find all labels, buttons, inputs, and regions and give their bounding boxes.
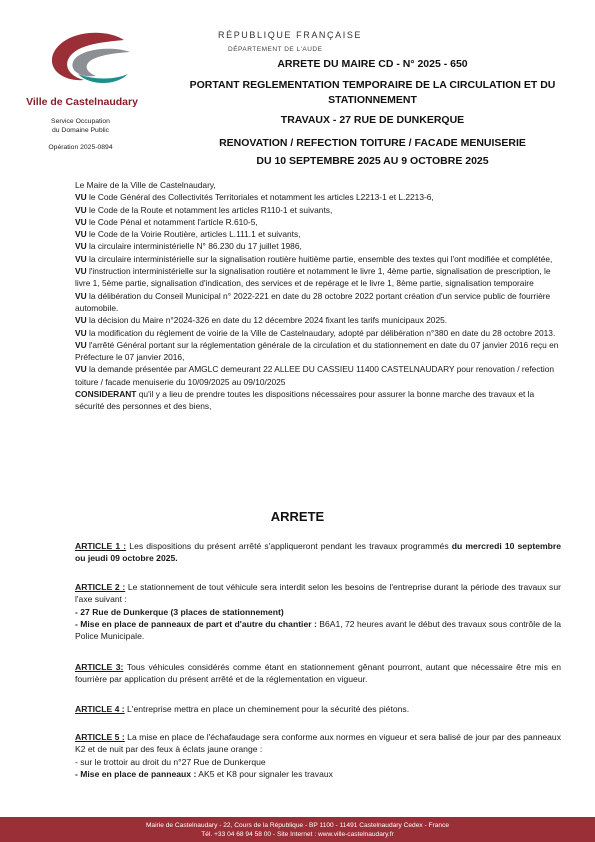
article-label: ARTICLE 3: <box>75 662 124 672</box>
footer-contact: Tél. +33 04 68 94 58 00 - Site Internet : www.ville-castelnaudary.fr <box>201 831 394 838</box>
travaux-location: TRAVAUX - 27 RUE DE DUNKERQUE <box>280 114 465 126</box>
arrete-reference: ARRETE DU MAIRE CD - N° 2025 - 650 <box>277 58 468 70</box>
article-label: ARTICLE 4 : <box>75 704 125 714</box>
vu-item: VU le Code Pénal et notamment l'article R.610-5, <box>75 216 258 227</box>
operation-number: Opération 2025-0894 <box>48 144 113 151</box>
article-5: ARTICLE 5 : La mise en place de l'échafaudage sera conforme aux normes en vigueur et sera balisé de jour par des panneaux K2 et de nuit par des feux à éclats jaune orange : - sur le trottoir au droit du n°27 Rue de Dunkerque - Mise en place de panneaux : AK5 et K8 pour signaler les travaux <box>75 732 562 779</box>
footer-band <box>0 817 595 842</box>
departement-header: DÉPARTEMENT DE L'AUDE <box>228 46 323 53</box>
vu-item: VU la circulaire interministérielle N° 86.230 du 17 juillet 1986, <box>75 241 302 252</box>
article-1: ARTICLE 1 : Les dispositions du présent arrêté s'appliqueront pendant les travaux programmés du mercredi 10 septembre ou jeudi 09 octobre 2025. <box>75 541 561 564</box>
article-label: ARTICLE 2 : <box>75 582 126 592</box>
vu-item: VU l'arrêté Général portant sur la réglementation générale de la circulation et du stationnement en date du 07 janvier 2016 reçu en Préfecture le 07 janvier 2016, <box>75 339 559 363</box>
vu-item: VU le Code de la Route et notamment les articles R110-1 et suivants, <box>75 204 333 215</box>
preamble-intro: Le Maire de la Ville de Castelnaudary, <box>75 180 216 190</box>
article-4: ARTICLE 4 : L'entreprise mettra en place un cheminement pour la sécurité des piétons. <box>75 704 410 714</box>
service-label-2: du Domaine Public <box>51 127 110 134</box>
service-label: Service Occupation <box>51 118 110 125</box>
vu-item: VU la délibération du Conseil Municipal n° 2022-221 en date du 28 octobre 2022 portant création d'un service public de fourrière automobile. <box>75 290 551 313</box>
considerant-item: CONSIDERANT qu'il y a lieu de prendre toutes les dispositions nécessaires pour assurer la bonne marche des travaux et la sécurité des personnes et des biens, <box>75 389 535 412</box>
travaux-period: DU 10 SEPTEMBRE 2025 AU 9 OCTOBRE 2025 <box>256 155 489 167</box>
document-title-line2: STATIONNEMENT <box>328 94 417 106</box>
article-2: ARTICLE 2 : Le stationnement de tout véhicule sera interdit selon les besoins de l'entreprise durant la période des travaux sur l'axe suivant : - 27 Rue de Dunkerque (3 places de stationnement) - Mise en place de panneaux de part et d'autre du chantier : B6A1, 72 heures avant le début des travaux sous contrôle de la Police Municipale. <box>75 582 561 642</box>
vu-item: VU la décision du Maire n°2024-326 en date du 12 décembre 2024 fixant les tarifs municipaux 2025. <box>75 315 448 326</box>
document-title-line1: PORTANT REGLEMENTATION TEMPORAIRE DE LA CIRCULATION ET DU <box>189 79 556 91</box>
preamble <box>75 179 561 413</box>
city-logo <box>44 30 136 92</box>
vu-item: VU la circulaire interministérielle sur la signalisation routière huitième partie, ensemble des textes qui l'ont modifiée et complétée, <box>75 253 553 264</box>
article-label: ARTICLE 1 : <box>75 541 127 551</box>
arrete-heading: ARRETE <box>270 509 325 524</box>
article-3: ARTICLE 3: Tous véhicules considérés comme étant en stationnement gênant pourront, autant que nécessaire être mis en fourrière par application du présent arrêté et de la réglementation en vigueur. <box>75 662 561 685</box>
republique-header: RÉPUBLIQUE FRANÇAISE <box>218 30 363 40</box>
travaux-type: RENOVATION / REFECTION TOITURE / FACADE MENUISERIE <box>219 137 526 149</box>
city-name: Ville de Castelnaudary <box>26 96 138 108</box>
vu-item: VU la modification du règlement de voirie de la Ville de Castelnaudary, adopté par délibération n°380 en date du 28 octobre 2013. <box>75 327 556 338</box>
vu-item: VU l'instruction interministérielle sur la signalisation routière et notamment le livre 1, 4ème partie, signalisation de prescription, le livre 1, 5ème partie, signalisation d'indication, des services et de repérage et le livre 1, 8ème partie, signalisation temporaire <box>75 266 551 289</box>
footer-address: Mairie de Castelnaudary - 22, Cours de la République - BP 1100 - 11491 Castelnaudary Cedex - France <box>145 822 450 829</box>
vu-item: VU la demande présentée par AMGLC demeurant 22 ALLEE DU CASSIEU 11400 CASTELNAUDARY pour renovation / refection toiture / facade menuiserie du 10/09/2025 au 09/10/2025 <box>75 364 555 387</box>
vu-item: VU le Code de la Voirie Routière, articles L.111.1 et suivants, <box>75 229 301 240</box>
article-label: ARTICLE 5 : <box>75 732 125 742</box>
vu-item: VU le Code Général des Collectivités Territoriales et notamment les articles L2213-1 et L.2213-6, <box>75 192 434 203</box>
